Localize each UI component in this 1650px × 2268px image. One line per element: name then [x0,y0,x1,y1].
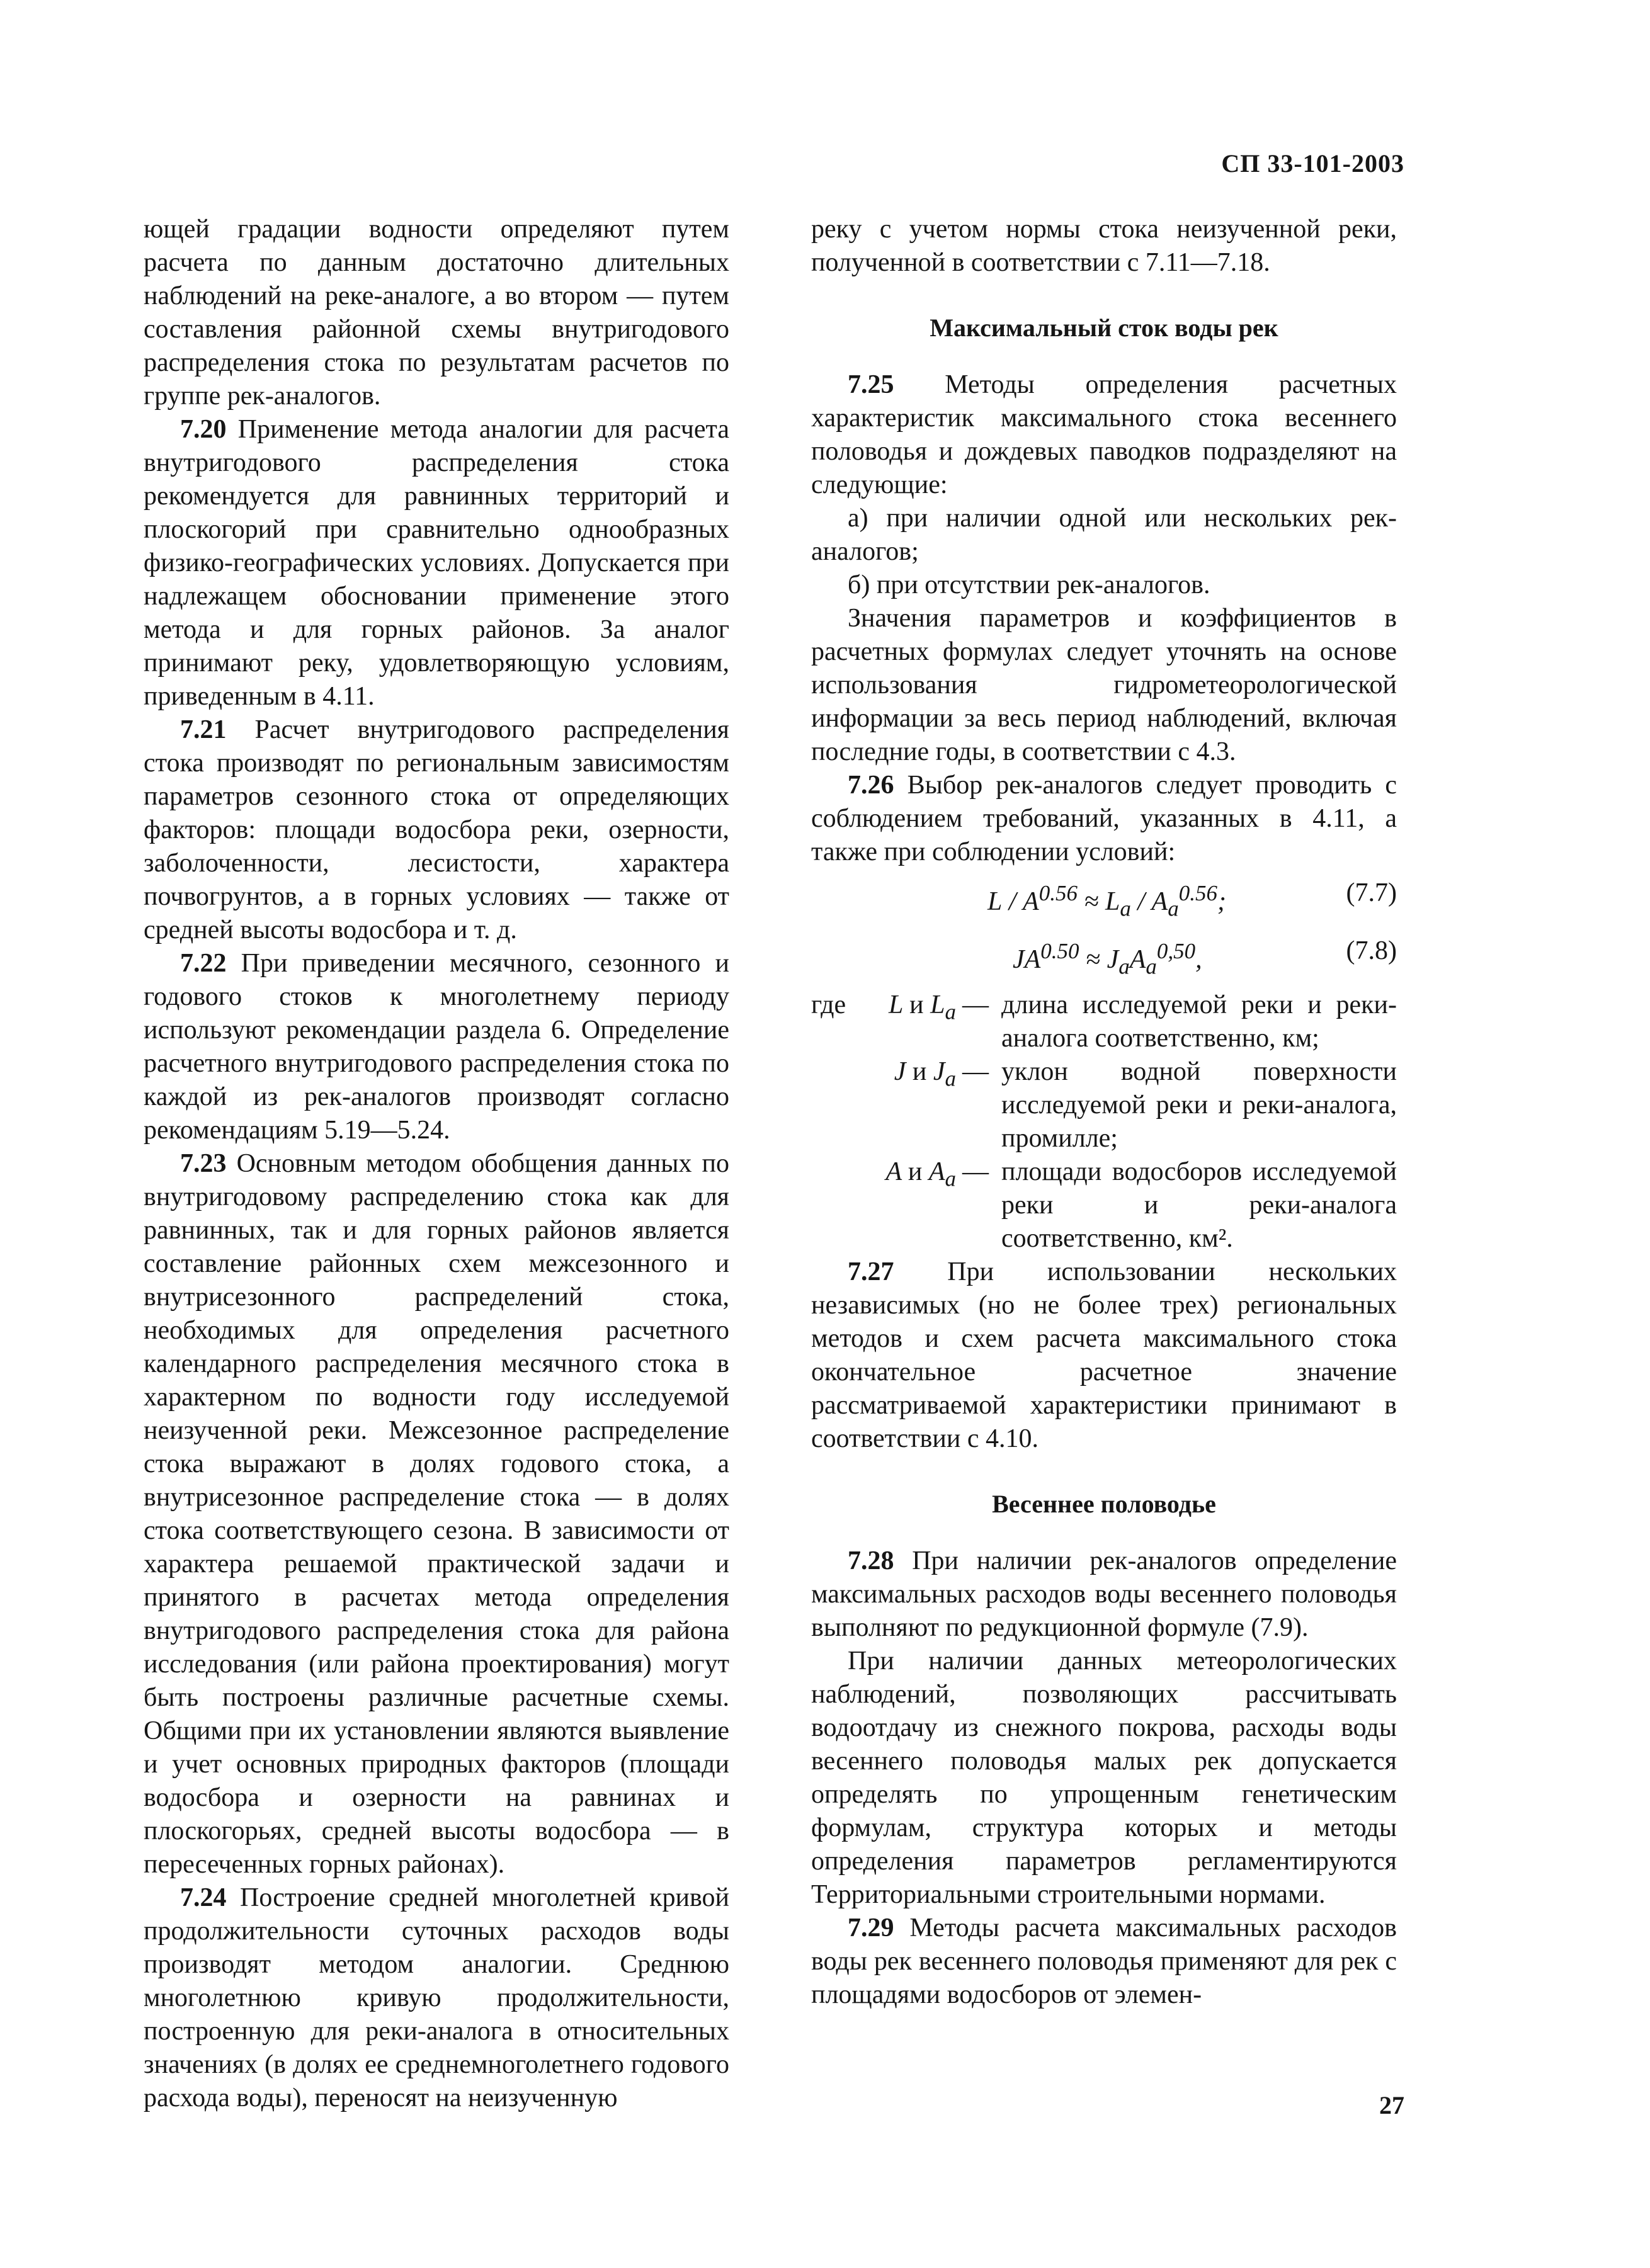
clause-text: При приведении месячного, сезонного и годового стоков к многолетнему периоду используют рекомендации раздела 6. Определение расчетного внутригодового распределения стока по каждой из рек-аналогов производят согласно рекомендациям 5.19—5.24. [144,949,729,1145]
dash: — [962,990,989,1019]
where-item-length [811,989,1397,1055]
clause-text: Расчет внутригодового распределения стока производят по региональным зависимостям параметров сезонного стока от определяющих факторов: площади водосбора реки, озерности, заболоченности, лесистости, характера почвогрунтов, а в горных условиях — также от средней высоты водосбора и т. д. [144,715,729,944]
equation-number: (7.7) [1346,878,1397,907]
paragraph-7-29 [811,1912,1397,2012]
paragraph-7-25 [811,368,1397,502]
paragraph-7-20 [144,413,729,713]
paragraph-parameters: Значения параметров и коэффициентов в расчетных формулах следует уточнять на основе использования гидрометеорологической информации за весь период наблюдений, включая последние годы, в соответствии с 4.3. [811,604,1397,766]
clause-text: Методы определения расчетных характеристик максимального стока весеннего половодья и дождевых паводков подразделяют на следующие: [811,370,1397,499]
clause-number: 7.28 [848,1546,894,1575]
formula-7-8 [811,931,1397,979]
dash: — [962,1057,989,1086]
formula-7-7 [811,873,1397,921]
clause-number: 7.22 [180,949,227,978]
clause-number: 7.26 [848,771,894,800]
paragraph-7-21 [144,713,729,947]
list-item-a: а) при наличии одной или нескольких рек-аналогов; [811,504,1397,566]
symbol-j: J и $J_a$ [894,1057,956,1091]
where-description: длина исследуемой реки и реки-аналога соответственно, км; [1001,990,1397,1053]
clause-text: Выбор рек-аналогов следует проводить с соблюдением требований, указанных в 4.11, а также при соблюдении условий: [811,771,1397,866]
clause-number: 7.21 [180,715,227,744]
paragraph-continuation: реку с учетом нормы стока неизученной реки, полученной в соответствии с 7.11—7.18. [811,215,1397,277]
paragraph-7-22 [144,947,729,1147]
left-column [144,213,729,2115]
where-label: где [811,990,846,1019]
clause-text: Основным методом обобщения данных по внутригодовому распределению стока как для равнинных, так и для горных районов является составление районных схем межсезонного и внутрисезонного распределений стока, необходимых для определения расчетного календарного распределения месячного стока в характерном по водности году исследуемой неизученной реки. Межсезонное распределение стока выражают в долях годового стока, а внутрисезонное распределение стока — в долях стока соответствующего сезона. В зависимости от характера решаемой практической задачи и принятого в расчетах метода определения внутригодового распределения стока для района исследования (или района проектирования) могут быть построены различные расчетные схемы. Общими при их установлении являются выявление и учет основных природных факторов (площади водосбора и озерности на равнинах и плоскогорьях, средней высоты водосбора — в пересеченных горных районах). [144,1149,729,1879]
clause-text: Методы расчета максимальных расходов воды рек весеннего половодья применяют для рек с площадями водосборов от элемен- [811,1914,1397,2009]
clause-text: При наличии рек-аналогов определение максимальных расходов воды весеннего половодья выполняют по редукционной формуле (7.9). [811,1546,1397,1642]
list-item-b: б) при отсутствии рек-аналогов. [848,570,1210,599]
paragraph-7-27 [811,1256,1397,1456]
paragraph-7-23 [144,1147,729,1881]
formula-expression: $JA^{0.50} \approx J_aA_a^{0,50}$, [1013,939,1202,979]
dash: — [962,1157,989,1186]
section-heading-max-flow: Максимальный сток воды рек [930,314,1278,342]
paragraph-continuation: ющей градации водности определяют путем расчета по данным достаточно длительных наблюдений на реке-аналоге, а во втором — путем составления районной схемы внутригодового распределения стока по результатам расчетов по группе рек-аналогов. [144,215,729,411]
clause-number: 7.25 [848,370,894,399]
clause-number: 7.20 [180,415,227,444]
clause-text: Построение средней многолетней кривой продолжительности суточных расходов воды производят методом аналогии. Среднюю многолетнюю кривую продолжительности, построенную для реки-аналога в относительных значениях (в долях ее среднемноголетнего годового расхода воды), переносят на неизученную [144,1883,729,2112]
section-heading-spring-flood: Весеннее половодье [992,1490,1216,1518]
page-number: 27 [1379,2091,1404,2119]
right-column [811,213,1397,2012]
symbol-l: L и $L_a$ [889,990,956,1024]
paragraph-7-26 [811,769,1397,869]
where-item-slope [811,1055,1397,1155]
clause-text: Применение метода аналогии для расчета внутригодового распределения стока рекомендуется для равнинных территорий и плоскогорий при сравнительно однообразных физико-географических условиях. Допускается при надлежащем обосновании применение этого метода и для горных районов. За аналог принимают реку, удовлетворяющую условиям, приведенным в 4.11. [144,415,729,711]
paragraph-7-28 [811,1545,1397,1645]
clause-text: При использовании нескольких независимых (но не более трех) региональных методов и схем расчета максимального стока окончательное расчетное значение рассматриваемой характеристики принимают в соответствии с 4.10. [811,1257,1397,1453]
clause-number: 7.23 [180,1149,227,1178]
clause-number: 7.24 [180,1883,227,1912]
clause-number: 7.29 [848,1914,894,1942]
where-description: площади водосборов исследуемой реки и реки-аналога соответственно, км². [1001,1157,1397,1253]
paragraph-7-24 [144,1881,729,2115]
clause-number: 7.27 [848,1257,894,1286]
where-item-area [811,1155,1397,1256]
symbol-a: A и $A_a$ [885,1157,956,1191]
running-header: СП 33-101-2003 [1221,149,1404,178]
formula-expression: $L / A^{0.56} \approx L_a / A_a^{0.56}$; [987,881,1226,921]
equation-number: (7.8) [1346,936,1397,965]
paragraph-meteo: При наличии данных метеорологических наблюдений, позволяющих рассчитывать водоотдачу из снежного покрова, расходы воды весеннего половодья малых рек допускается определять по упрощенным генетическим формулам, структура которых и методы определения параметров регламентируются Территориальными строительными нормами. [811,1647,1397,1909]
where-description: уклон водной поверхности исследуемой реки и реки-аналога, промилле; [1001,1057,1397,1153]
